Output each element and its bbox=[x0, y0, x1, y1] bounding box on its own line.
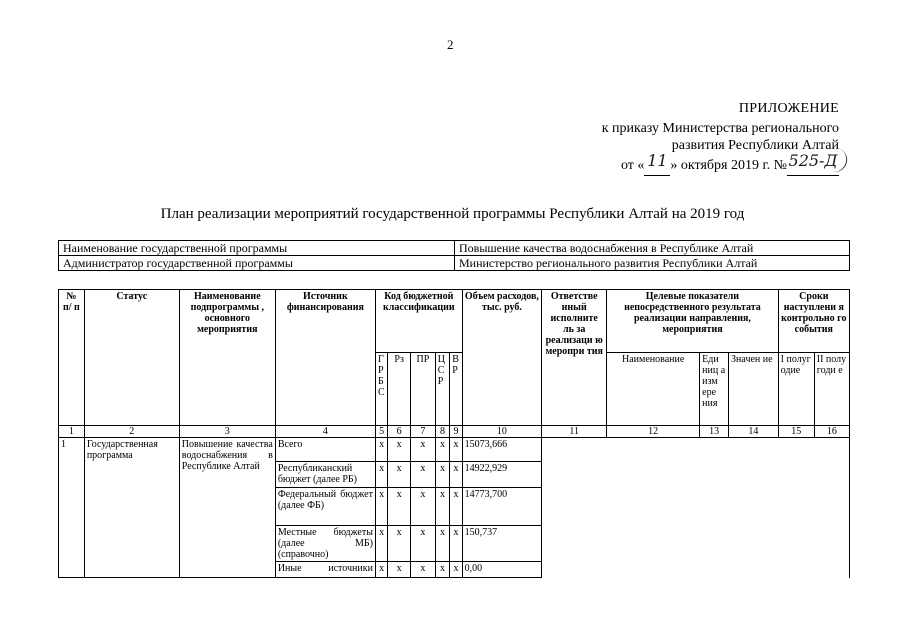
header-pr: ПР bbox=[411, 353, 436, 426]
page-number: 2 bbox=[447, 37, 454, 52]
column-number: 10 bbox=[462, 426, 542, 438]
code-pr: x bbox=[411, 488, 436, 526]
document-title: План реализации мероприятий государственной программы Республики Алтай на 2019 год bbox=[160, 206, 745, 222]
header-volume: Объем расходов, тыс. руб. bbox=[462, 290, 542, 426]
code-pr: x bbox=[411, 562, 436, 578]
column-number: 16 bbox=[814, 426, 849, 438]
column-number: 2 bbox=[84, 426, 179, 438]
column-number: 14 bbox=[729, 426, 779, 438]
source-name: Федеральный бюджет (далее ФБ) bbox=[275, 488, 375, 526]
header-deadline: Сроки наступлени я контрольно го события bbox=[778, 290, 849, 353]
code-grbs: x bbox=[375, 526, 387, 562]
appendix-date-line bbox=[620, 151, 839, 176]
appendix-order-line: к приказу Министерства регионального bbox=[601, 121, 839, 136]
code-rz: x bbox=[388, 462, 411, 488]
header-target-value: Значен ие bbox=[729, 353, 779, 426]
code-rz: x bbox=[388, 488, 411, 526]
info-value: Повышение качества водоснабжения в Республике Алтай bbox=[455, 241, 850, 256]
volume-value: 14773,700 bbox=[462, 488, 542, 526]
volume-value: 14922,929 bbox=[462, 462, 542, 488]
header-csr: Ц С Р bbox=[435, 353, 449, 426]
table-row bbox=[59, 438, 850, 462]
header-vr: В Р bbox=[450, 353, 462, 426]
code-pr: x bbox=[411, 438, 436, 462]
volume-value: 15073,666 bbox=[462, 438, 542, 462]
code-grbs: x bbox=[375, 488, 387, 526]
code-rz: x bbox=[388, 526, 411, 562]
column-number: 15 bbox=[778, 426, 814, 438]
column-number: 8 bbox=[435, 426, 449, 438]
column-number: 6 bbox=[388, 426, 411, 438]
code-csr: x bbox=[435, 562, 449, 578]
header-row-1 bbox=[59, 290, 850, 353]
code-rz: x bbox=[388, 438, 411, 462]
code-vr: x bbox=[450, 562, 462, 578]
code-vr: x bbox=[450, 526, 462, 562]
header-responsible: Ответстве нный исполните ль за реализаци ю меропри тия bbox=[542, 290, 607, 426]
program-info-table bbox=[58, 240, 850, 271]
column-number: 5 bbox=[375, 426, 387, 438]
date-middle: » октября 2019 г. № bbox=[670, 158, 787, 173]
handwritten-day bbox=[644, 151, 670, 176]
code-pr: x bbox=[411, 462, 436, 488]
code-grbs: x bbox=[375, 462, 387, 488]
info-value: Министерство регионального развития Республики Алтай bbox=[455, 256, 850, 271]
source-name: Местные бюджеты (далее МБ)(справочно) bbox=[275, 526, 375, 562]
code-grbs: x bbox=[375, 562, 387, 578]
header-half-1: I полуг одие bbox=[778, 353, 814, 426]
info-row-administrator bbox=[59, 256, 850, 271]
code-vr: x bbox=[450, 462, 462, 488]
source-name: Всего bbox=[275, 438, 375, 462]
code-vr: x bbox=[450, 438, 462, 462]
volume-value: 0,00 bbox=[462, 562, 542, 578]
header-half-2: II полу годи е bbox=[814, 353, 849, 426]
code-csr: x bbox=[435, 526, 449, 562]
source-name: Республиканский бюджет (далее РБ) bbox=[275, 462, 375, 488]
info-label: Администратор государственной программы bbox=[59, 256, 455, 271]
header-rz: Рз bbox=[388, 353, 411, 426]
code-csr: x bbox=[435, 438, 449, 462]
order-number-value: 525-Д bbox=[788, 151, 838, 170]
column-number: 3 bbox=[179, 426, 275, 438]
source-name: Иные источники bbox=[275, 562, 375, 578]
header-num: № п/ п bbox=[59, 290, 85, 426]
header-source: Источник финансирования bbox=[275, 290, 375, 426]
column-number-row bbox=[59, 426, 850, 438]
implementation-plan-table bbox=[58, 289, 850, 578]
row-status: Государственная программа bbox=[84, 438, 179, 578]
code-vr: x bbox=[450, 488, 462, 526]
row-number: 1 bbox=[59, 438, 85, 578]
column-number: 1 bbox=[59, 426, 85, 438]
column-number: 13 bbox=[700, 426, 729, 438]
header-grbs: Г Р Б С bbox=[375, 353, 387, 426]
info-row-program-name bbox=[59, 241, 850, 256]
header-name: Наименование подпрограммы , основного мероприятия bbox=[179, 290, 275, 426]
handwritten-number bbox=[787, 151, 839, 176]
header-target-unit: Еди ниц а изм ере ния bbox=[700, 353, 729, 426]
code-rz: x bbox=[388, 562, 411, 578]
date-prefix: от « bbox=[620, 158, 645, 173]
code-csr: x bbox=[435, 462, 449, 488]
appendix-title: ПРИЛОЖЕНИЕ bbox=[738, 101, 839, 116]
column-number: 11 bbox=[542, 426, 607, 438]
header-target: Целевые показатели непосредственного результата реализации направления, мероприятия bbox=[607, 290, 778, 353]
column-number: 12 bbox=[607, 426, 700, 438]
empty-area bbox=[542, 438, 850, 578]
day-value: 11 bbox=[647, 151, 668, 170]
info-label: Наименование государственной программы bbox=[59, 241, 455, 256]
volume-value: 150,737 bbox=[462, 526, 542, 562]
code-pr: x bbox=[411, 526, 436, 562]
column-number: 4 bbox=[275, 426, 375, 438]
header-status: Статус bbox=[84, 290, 179, 426]
column-number: 9 bbox=[450, 426, 462, 438]
column-number: 7 bbox=[411, 426, 436, 438]
header-target-name: Наименование bbox=[607, 353, 700, 426]
header-budget-code: Код бюджетной классификации bbox=[375, 290, 462, 353]
code-csr: x bbox=[435, 488, 449, 526]
appendix-ministry-line: развития Республики Алтай bbox=[671, 138, 839, 153]
code-grbs: x bbox=[375, 438, 387, 462]
row-program-name: Повышение качества водоснабжения в Республике Алтай bbox=[179, 438, 275, 578]
